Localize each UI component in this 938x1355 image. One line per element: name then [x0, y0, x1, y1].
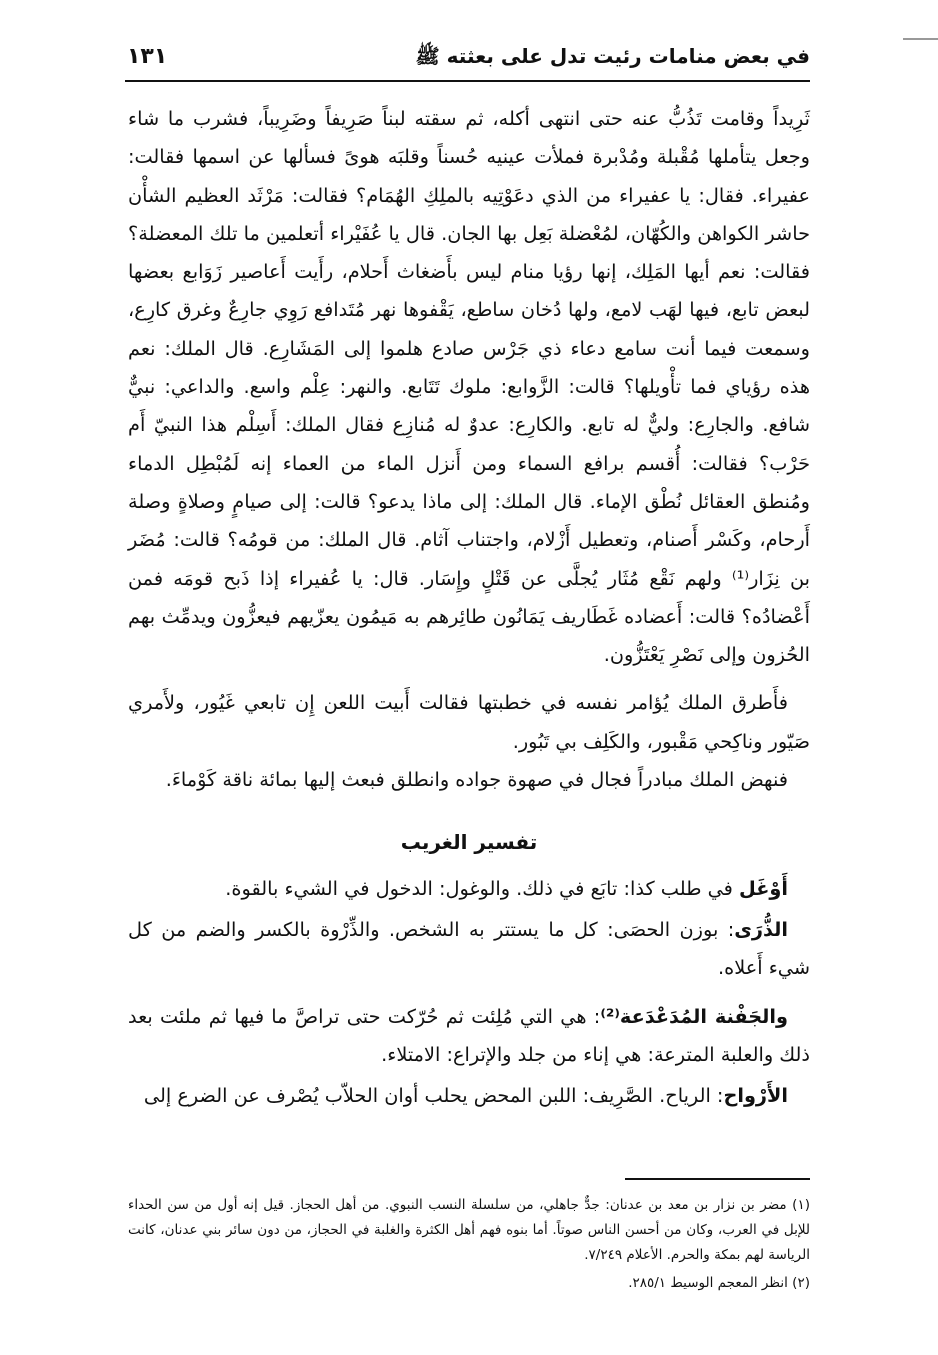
gloss-term: أَوْغَل [739, 876, 788, 900]
footnotes [128, 1193, 810, 1296]
header-rule [125, 80, 810, 82]
page-edge-mark [903, 38, 938, 40]
footnote: (٢) انظر المعجم الوسيط ٢٨٥/١. [628, 1275, 810, 1291]
section-title: تفسير الغريب [400, 830, 538, 855]
narrative-paragraph: فأَطرق الملك يُؤامر نفسه في خطبتها فقالت أَبيت اللعن إِن تابعي غَيُور، ولأَمري صَيّور وناكِحي مَقْبور، والكَلِف بي تَبُور. [128, 691, 810, 753]
gloss-text: : الرياح. الصَّرِيف: اللبن المحض يحلب أوان الحلاّب يُصْرف عن الضرع إلى [143, 1084, 724, 1108]
gloss-text: : هي التي مُلِئت ثم حُرّكت حتى تراصَّ ما فيها ثم ملئت بعد ذلك والعلبة المترعة: هي إناء من جلد والإتراع: الامتلاء. [128, 1004, 810, 1066]
footnote: (١) مضر بن نزار بن معد بن عدنان: جدٌّ جاهلي، من سلسلة النسب النبوي. من أهل الحجاز. قيل إنه أول من سن الحداء للإبل في العرب، وكان من أحسن الناس صوتاً. أما بنوه فهم أهل الكثرة والغلبة في الحجاز، من دون سائر بني عدنان، كانت الرياسة لهم بمكة والحرم. الأعلام ٧/٢٤٩. [128, 1197, 810, 1263]
narrative-paragraph: فنهض الملك مبادراً فجال في صهوة جواده وانطلق فبعث إليها بمائة ناقة كَوْماءَ. [165, 768, 788, 792]
narrative-paragraph: ثَرِيداً وقامت تَذُبُّ عنه حتى انتهى أكله، ثم سقته لبناً صَرِيفاً وضَرِيباً، فشرب ما شاء وجعل يتأملها مُقْبلة ومُدْبرة فملأت عينيه حُسناً وقلبَه هوىً فسألها عن اسمها فقالت: عفيراء. فقال: يا عفيراء من الذي دعَوْتِيه بالملِكِ الهُمَام؟ فقالت: مَرْثَد العظيم الشأْن حاشر الكواهن والكُهّان، لمُعْضلة بَعِل بها الجان. قال يا عُفَيْراء أتعلمين ما تلك المعضلة؟ فقالت: نعم أيها المَلِك، إنها رؤيا منام ليس بأَضغاث أَحلام، رأَيت أَعاصير زَوَابع بعضها لبعض تابع، فيها لهَب لامع، ولها دُخان ساطع، يَقْفوها نهر مُتَدافع رَوِي جارِعٌ وغرق كارِع، وسمعت فيما أنت سامع دعاء ذي جَرْس صادع هلموا إلى المَشَارِع. قال الملك: نعم هذه رؤياي فما تأْويلها؟ قالت: الزَّوابع: ملوك تَتَابع. والنهر: عِلْم واسع. والداعي: نبيٌّ شافع. والجارِع: وليٌّ له تابع. والكارِع: عدوٌ له مُنازِع فقال الملك: أَسِلْم هذا النبيّ أَم حَرْب؟ فقالت: أُقسم برافع السماء ومن أَنزل الماء من العماء إنه لَمُبْطِل الدماء ومُنطق العقائل نُطْق الإماء. قال الملك: إلى ماذا يدعو؟ قالت: إلى صيامٍ وصلاةٍ وصلة أَرحام، وكَسْر أَصنام، وتعطيل أَزْلام، واجتناب آثام. قال الملك: من قومُه؟ قالت: مُضَر بن نِزَار⁽¹⁾ ولهم نَقْع مُثَار يُجلَّى عن قَتْلٍ وإِسَار. قال: يا عُفيراء إذا ذَبح قومَه فمن أَعْضادُه؟ قالت: أَعضاده غَطَاريف يَمَانُون طائِرهم به مَيمُون يعزّيهم فيعزُّون ويدمِّث بهم الحُزون وإلى نَصْرِ يَعْتَزُّون. [128, 107, 810, 667]
gloss-term: الأَرْواح [723, 1084, 788, 1108]
page-number: ١٣١ [127, 44, 168, 69]
gloss-term: والجَفْنة المُدَعْدَعة⁽²⁾ [600, 1004, 788, 1028]
footnote-rule [625, 1178, 810, 1180]
gloss-entry [128, 998, 810, 1075]
gloss-entry [128, 870, 810, 908]
gloss-text: : بوزن الحصَى: كل ما يستتر به الشخص. والذِّرْوة بالكسر والضم من كل شيء أَعلاه. [128, 917, 810, 980]
running-title: في بعض منامات رئيت تدل على بعثته ﷺ [415, 44, 810, 68]
main-text [128, 100, 810, 1115]
gloss-term: الذُّرَى [734, 917, 788, 941]
page-header [125, 40, 810, 80]
gloss-entry [128, 1077, 810, 1115]
gloss-text: في طلب كذا: تابَع في ذلك. والوغول: الدخول في الشيء بالقوة. [225, 876, 740, 900]
gloss-entry [128, 911, 810, 988]
